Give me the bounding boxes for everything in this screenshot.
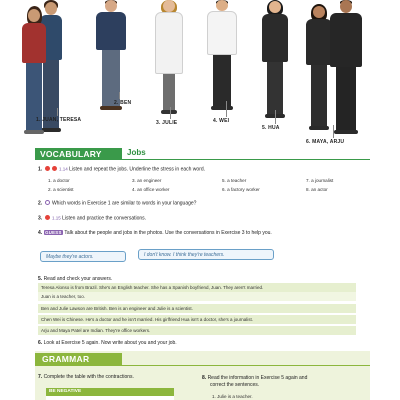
audio-track-number: 1.15 [51, 215, 61, 221]
photo-maya [306, 4, 332, 132]
audio-icon[interactable] [52, 166, 57, 171]
photo-caption-3: 3. JULIE [156, 120, 178, 126]
reading-text-4: Arju and Maya Patel are Indian. They're office workers. [38, 326, 356, 335]
grammar-heading-bar [35, 353, 122, 365]
photo-wei [207, 0, 237, 112]
exercise-8-item-1: 1. Julie is a teacher. [212, 394, 253, 399]
guess-tag: GUESS [45, 230, 62, 235]
speak-icon [45, 166, 50, 171]
vocabulary-subheading: Jobs [127, 148, 146, 157]
job-7: 7. a journalist [306, 178, 334, 183]
speech-bubble-left: Maybe they're actors. [40, 251, 126, 262]
grammar-heading: GRAMMAR [42, 354, 90, 364]
reading-text-2: Ben and Julie Lawson are British. Ben is an engineer and Julie is a scientist. [38, 304, 356, 313]
job-5: 5. a teacher [222, 178, 247, 183]
job-8: 8. an actor [306, 187, 328, 192]
job-4: 4. an office worker [132, 187, 170, 192]
photo-caption-2: 2. BEN [114, 100, 132, 106]
exercise-2: 2. Which words in Exercise 1 are similar to words in your language? [38, 200, 197, 207]
exercise-1: 1. 1.14 Listen and repeat the jobs. Underline the stress in each word. [38, 166, 206, 173]
exercise-5: 5. Read and check your answers. [38, 276, 113, 282]
photo-caption-4: 4. WEI [213, 118, 230, 124]
vocabulary-heading: VOCABULARY [40, 149, 102, 159]
photo-caption-5: 5. HUA [262, 125, 280, 131]
exercise-4: 4. GUESS Talk about the people and jobs in the photos. Use the conversations in Exercise 3 to help you. [38, 230, 272, 236]
photo-hua [262, 0, 288, 120]
photo-ben [96, 0, 126, 112]
photo-arju [330, 0, 362, 136]
vocabulary-heading-bar [35, 148, 122, 159]
speech-bubble-right: I don't know. I think they're teachers. [138, 249, 274, 260]
vocabulary-rule [35, 159, 370, 160]
reading-text-1-cont: Juan is a teacher, too. [38, 292, 356, 301]
grammar-rule [35, 365, 370, 366]
photo-caption-6: 6. MAYA, ARJU [306, 139, 345, 145]
reading-text-1: Teresa Alonso is from Brazil. She's an English teacher. She has a Spanish boyfriend, Juan. They aren't married. [38, 283, 356, 292]
audio-icon[interactable] [45, 215, 50, 220]
job-2: 2. a scientist [48, 187, 74, 192]
exercise-3: 3. 1.15 Listen and practice the conversations. [38, 215, 147, 222]
be-negative-table-header: BE NEGATIVE [46, 388, 174, 396]
photo-strip [0, 0, 400, 146]
be-negative-table [46, 396, 174, 400]
photo-caption-1: 1. JUAN, TERESA [36, 117, 82, 123]
exercise-7: 7. Complete the table with the contractions. [38, 374, 134, 380]
exercise-6: 6. Look at Exercise 5 again. Now write about you and your job. [38, 340, 177, 346]
exercise-8: 8. Read the information in Exercise 5 again and correct the sentences. [202, 375, 308, 388]
audio-track-number: 1.14 [58, 166, 68, 172]
photo-julie [155, 0, 183, 116]
think-icon [45, 200, 50, 205]
job-6: 6. a factory worker [222, 187, 260, 192]
job-1: 1. a doctor [48, 178, 70, 183]
job-3: 3. an engineer [132, 178, 162, 183]
reading-text-3: Chen Wei is Chinese. He's a doctor and he isn't married. His girlfriend Hua isn't a doctor, she's a journalist. [38, 315, 356, 324]
